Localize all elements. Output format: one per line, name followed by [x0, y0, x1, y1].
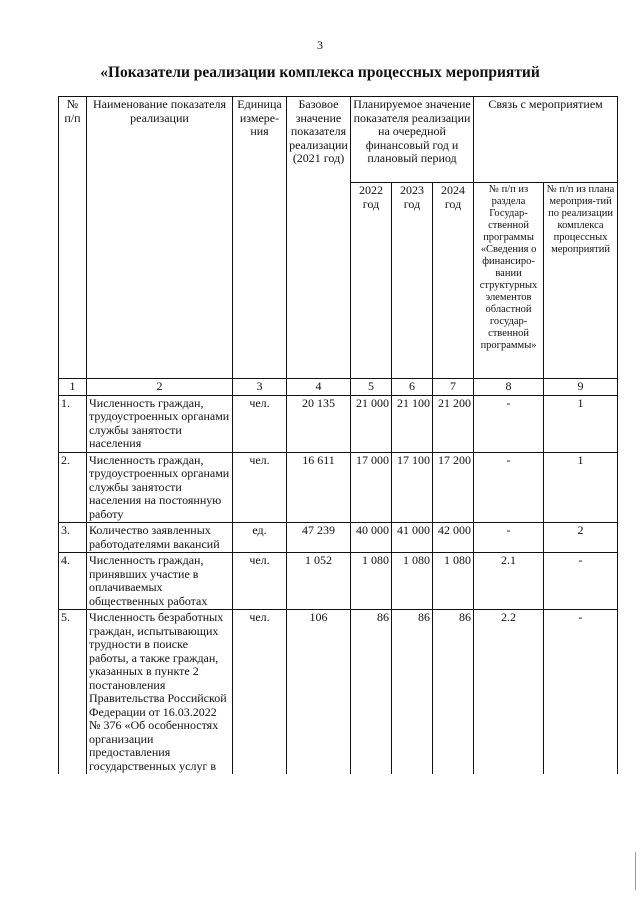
- row-link-section: -: [474, 452, 544, 523]
- row-num: 4.: [59, 553, 87, 610]
- header-num: № п/п: [59, 97, 87, 379]
- column-number-row: [59, 379, 618, 396]
- page-title: «Показатели реализации комплекса процессных мероприятий: [100, 64, 540, 81]
- header-unit: Единица измере-ния: [233, 97, 287, 379]
- header-2024: 2024 год: [433, 183, 474, 379]
- table-row: [59, 553, 618, 610]
- column-number: 8: [474, 379, 544, 396]
- row-link-plan: 1: [544, 452, 618, 523]
- row-link-plan: 2: [544, 523, 618, 553]
- column-number: 6: [392, 379, 433, 396]
- row-unit: чел.: [233, 452, 287, 523]
- column-number: 3: [233, 379, 287, 396]
- column-number: 4: [287, 379, 351, 396]
- row-name: Численность граждан, трудоустроенных органами службы занятости населения: [87, 395, 233, 452]
- page-number: 3: [317, 38, 323, 52]
- row-link-plan: -: [544, 610, 618, 775]
- row-2023: 86: [392, 610, 433, 775]
- row-link-section: 2.2: [474, 610, 544, 775]
- column-number: 2: [87, 379, 233, 396]
- row-num: 5.: [59, 610, 87, 775]
- row-name: Численность граждан, принявших участие в оплачиваемых общественных работах: [87, 553, 233, 610]
- header-2023: 2023 год: [392, 183, 433, 379]
- row-2024: 42 000: [433, 523, 474, 553]
- row-2024: 21 200: [433, 395, 474, 452]
- row-name: Численность граждан, трудоустроенных органами службы занятости населения на постоянную работу: [87, 452, 233, 523]
- row-unit: чел.: [233, 610, 287, 775]
- row-2024: 1 080: [433, 553, 474, 610]
- row-base: 20 135: [287, 395, 351, 452]
- header-row-1: [59, 97, 618, 183]
- row-2023: 41 000: [392, 523, 433, 553]
- row-base: 47 239: [287, 523, 351, 553]
- header-2022: 2022 год: [351, 183, 392, 379]
- row-2023: 17 100: [392, 452, 433, 523]
- header-planned: Планируемое значение показателя реализации на очередной финансовый год и плановый период: [351, 97, 474, 183]
- row-num: 1.: [59, 395, 87, 452]
- table-row: [59, 395, 618, 452]
- column-number: 5: [351, 379, 392, 396]
- row-num: 2.: [59, 452, 87, 523]
- row-2022: 21 000: [351, 395, 392, 452]
- row-2022: 40 000: [351, 523, 392, 553]
- header-name: Наименование показателя реализации: [87, 97, 233, 379]
- row-2024: 17 200: [433, 452, 474, 523]
- row-link-section: -: [474, 523, 544, 553]
- row-name: Численность безработных граждан, испытывающих трудности в поиске работы, а также граждан, указанных в пункте 2 постановления Правительства Российской Федерации от 16.03.2022 № 376 «Об особенностях организации предоставления государственных услуг в: [87, 610, 233, 775]
- row-2024: 86: [433, 610, 474, 775]
- row-link-plan: -: [544, 553, 618, 610]
- row-num: 3.: [59, 523, 87, 553]
- table-row: [59, 523, 618, 553]
- column-number: 9: [544, 379, 618, 396]
- row-unit: ед.: [233, 523, 287, 553]
- column-number: 1: [59, 379, 87, 396]
- header-link: Связь с мероприятием: [474, 97, 618, 183]
- row-link-section: 2.1: [474, 553, 544, 610]
- header-base: Базовое значение показателя реализации (2021 год): [287, 97, 351, 379]
- row-2022: 1 080: [351, 553, 392, 610]
- row-2023: 21 100: [392, 395, 433, 452]
- row-2023: 1 080: [392, 553, 433, 610]
- row-2022: 86: [351, 610, 392, 775]
- row-link-plan: 1: [544, 395, 618, 452]
- row-name: Количество заявленных работодателями вакансий: [87, 523, 233, 553]
- row-2022: 17 000: [351, 452, 392, 523]
- row-base: 106: [287, 610, 351, 775]
- row-base: 1 052: [287, 553, 351, 610]
- header-link-plan: № п/п из плана мероприя-тий по реализации комплекса процессных мероприятий: [544, 183, 618, 379]
- row-base: 16 611: [287, 452, 351, 523]
- scan-edge-mark: [635, 852, 636, 890]
- row-unit: чел.: [233, 553, 287, 610]
- table-row: [59, 452, 618, 523]
- indicators-table: [58, 96, 618, 774]
- header-link-section: № п/п из раздела Государ-ственной программы «Сведения о финансиро-вании структурных элементов областной государ-ственной программы»: [474, 183, 544, 379]
- table-row: [59, 610, 618, 775]
- row-unit: чел.: [233, 395, 287, 452]
- row-link-section: -: [474, 395, 544, 452]
- column-number: 7: [433, 379, 474, 396]
